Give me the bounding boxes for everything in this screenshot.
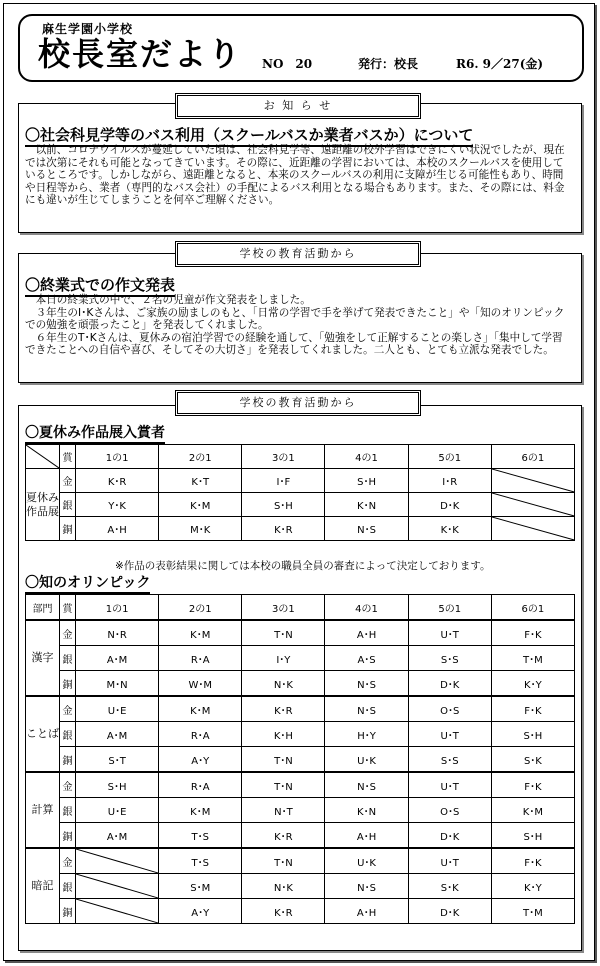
- prize-cell: 銅: [60, 671, 76, 697]
- winner-cell: U･K: [325, 848, 408, 874]
- prize-cell: 金: [60, 772, 76, 798]
- winner-cell: U･T: [408, 722, 491, 747]
- winner-cell: K･Y: [491, 671, 574, 697]
- winner-cell: S･M: [159, 874, 242, 899]
- prize-cell: 銀: [60, 493, 76, 517]
- composition-label: 学校の教育活動から: [175, 241, 421, 267]
- winner-cell: K･Y: [491, 874, 574, 899]
- winner-cell: T･N: [242, 848, 325, 874]
- empty-slash-cell: [491, 517, 574, 541]
- winner-cell: A･H: [325, 823, 408, 849]
- summer-category: 夏休み作品展: [26, 469, 60, 541]
- awards-label: 学校の教育活動から: [175, 390, 421, 416]
- winner-cell: N･S: [325, 874, 408, 899]
- prize-cell: 銀: [60, 798, 76, 823]
- winner-cell: O･S: [408, 696, 491, 722]
- table-row: [26, 469, 575, 493]
- empty-slash-cell: [491, 493, 574, 517]
- winner-cell: A･Y: [159, 899, 242, 924]
- table-row: [26, 874, 575, 899]
- winner-cell: D･K: [408, 823, 491, 849]
- winner-cell: N･S: [325, 671, 408, 697]
- judging-note: ※作品の表彰結果に関しては本校の職員全員の審査によって決定しております。: [115, 560, 491, 572]
- winner-cell: N･S: [325, 696, 408, 722]
- winner-cell: S･T: [76, 747, 159, 773]
- winner-cell: K･M: [491, 798, 574, 823]
- class-header: 2の1: [159, 595, 242, 621]
- winner-cell: S･H: [491, 823, 574, 849]
- winner-cell: N･S: [325, 517, 408, 541]
- empty-slash-cell: [76, 899, 159, 924]
- class-header: 1の1: [76, 595, 159, 621]
- table-row: [26, 620, 575, 646]
- prize-cell: 銅: [60, 823, 76, 849]
- table-row: [26, 671, 575, 697]
- winner-cell: N･T: [242, 798, 325, 823]
- winner-cell: D･K: [408, 493, 491, 517]
- prize-cell: 金: [60, 696, 76, 722]
- winner-cell: S･H: [76, 772, 159, 798]
- table-row: [26, 798, 575, 823]
- winner-cell: S･K: [491, 747, 574, 773]
- empty-slash-cell: [76, 848, 159, 874]
- summer-heading: 〇夏休み作品展入賞者: [25, 422, 165, 442]
- winner-cell: K･M: [159, 620, 242, 646]
- publisher: 発行：校長: [358, 57, 419, 71]
- prize-cell: 銀: [60, 646, 76, 671]
- winner-cell: F･K: [491, 696, 574, 722]
- winner-cell: W･M: [159, 671, 242, 697]
- prize-cell: 金: [60, 848, 76, 874]
- table-row: [26, 493, 575, 517]
- winner-cell: H･Y: [325, 722, 408, 747]
- winner-cell: S･H: [491, 722, 574, 747]
- winner-cell: A･H: [325, 620, 408, 646]
- winner-cell: N･R: [76, 620, 159, 646]
- composition-body: 本日の終業式の中で、２名の児童が作文発表をしました。 ３年生のI･Kさんは、ご家族の励ましのもと、「日常の学習で手を挙げて発表できたこと」や「知のオリンピックでの勉強を頑張ったこと」を発表してくれました。 ６年生のT･Kさんは、夏休みの宿泊学習での経験を通して、「勉強をして正解することの楽しさ」「集中して学習できたことへの自信や喜び、そしてその大切さ」を発表してくれました。二人とも、とても立派な発表でした。: [25, 294, 565, 356]
- winner-cell: M･K: [159, 517, 242, 541]
- winner-cell: S･S: [408, 646, 491, 671]
- winner-cell: K･M: [159, 798, 242, 823]
- dept-header: 部門: [26, 595, 60, 621]
- prize-cell: 銀: [60, 722, 76, 747]
- notice-label: お 知 ら せ: [175, 93, 421, 119]
- winner-cell: K･R: [242, 823, 325, 849]
- table-row: [26, 747, 575, 773]
- winner-cell: K･T: [159, 469, 242, 493]
- dept-kanji: 漢字: [26, 620, 60, 696]
- winner-cell: A･H: [325, 899, 408, 924]
- winner-cell: T･S: [159, 848, 242, 874]
- class-header: 4の1: [325, 595, 408, 621]
- winner-cell: K･M: [159, 493, 242, 517]
- winner-cell: M･N: [76, 671, 159, 697]
- winner-cell: Y･K: [76, 493, 159, 517]
- winner-cell: A･Y: [159, 747, 242, 773]
- notice-section: [18, 103, 582, 233]
- class-header: 3の1: [242, 595, 325, 621]
- winner-cell: T･N: [242, 772, 325, 798]
- dept-kotoba: ことば: [26, 696, 60, 772]
- prize-cell: 銀: [60, 874, 76, 899]
- table-row: [26, 696, 575, 722]
- composition-heading: 〇終業式での作文発表: [25, 276, 176, 294]
- empty-slash-cell: [491, 469, 574, 493]
- winner-cell: K･K: [408, 517, 491, 541]
- winner-cell: O･S: [408, 798, 491, 823]
- winner-cell: K･R: [76, 469, 159, 493]
- composition-section: [18, 253, 582, 383]
- winner-cell: A･H: [76, 517, 159, 541]
- table-row: [26, 772, 575, 798]
- summer-header-row: [26, 445, 575, 469]
- class-header: 1の1: [76, 445, 159, 469]
- table-row: [26, 517, 575, 541]
- winner-cell: I･Y: [242, 646, 325, 671]
- class-header: 5の1: [408, 595, 491, 621]
- table-row: [26, 899, 575, 924]
- winner-cell: U･E: [76, 696, 159, 722]
- winner-cell: S･H: [242, 493, 325, 517]
- winner-cell: T･N: [242, 620, 325, 646]
- winner-cell: R･A: [159, 646, 242, 671]
- notice-heading: 〇社会科見学等のバス利用（スクールバスか業者バスか）について: [25, 126, 474, 144]
- winner-cell: U･K: [325, 747, 408, 773]
- winner-cell: S･S: [408, 747, 491, 773]
- olympic-heading: 〇知のオリンピック: [25, 572, 150, 592]
- dept-anki: 暗記: [26, 848, 60, 924]
- winner-cell: F･K: [491, 848, 574, 874]
- awards-section: [18, 405, 582, 951]
- winner-cell: D･K: [408, 899, 491, 924]
- winner-cell: A･M: [76, 722, 159, 747]
- prize-cell: 銅: [60, 747, 76, 773]
- winner-cell: S･K: [408, 874, 491, 899]
- winner-cell: R･A: [159, 772, 242, 798]
- newsletter-title: 校長室だより: [38, 35, 243, 73]
- winner-cell: A･S: [325, 646, 408, 671]
- winner-cell: D･K: [408, 671, 491, 697]
- olympic-award-table: [25, 594, 575, 924]
- table-row: [26, 823, 575, 849]
- winner-cell: K･N: [325, 798, 408, 823]
- winner-cell: A･M: [76, 823, 159, 849]
- prize-cell: 金: [60, 620, 76, 646]
- winner-cell: I･F: [242, 469, 325, 493]
- class-header: 4の1: [325, 445, 408, 469]
- prize-cell: 銅: [60, 899, 76, 924]
- winner-cell: T･S: [159, 823, 242, 849]
- class-header: 6の1: [491, 595, 574, 621]
- table-row: [26, 646, 575, 671]
- issue-date: R6. 9／27(金): [456, 57, 544, 71]
- dept-keisan: 計算: [26, 772, 60, 848]
- class-header: 6の1: [491, 445, 574, 469]
- winner-cell: U･T: [408, 620, 491, 646]
- issue-number: NO 20: [262, 57, 313, 71]
- winner-cell: T･N: [242, 747, 325, 773]
- class-header: 3の1: [242, 445, 325, 469]
- class-header: 5の1: [408, 445, 491, 469]
- winner-cell: U･T: [408, 772, 491, 798]
- winner-cell: A･M: [76, 646, 159, 671]
- winner-cell: S･H: [325, 469, 408, 493]
- winner-cell: N･K: [242, 671, 325, 697]
- olympic-header-row: [26, 595, 575, 621]
- prize-cell: 銅: [60, 517, 76, 541]
- school-name: 麻生学園小学校: [42, 22, 134, 36]
- winner-cell: K･H: [242, 722, 325, 747]
- winner-cell: K･R: [242, 696, 325, 722]
- winner-cell: T･M: [491, 899, 574, 924]
- winner-cell: F･K: [491, 620, 574, 646]
- winner-cell: K･N: [325, 493, 408, 517]
- winner-cell: K･R: [242, 899, 325, 924]
- empty-slash-cell: [76, 874, 159, 899]
- winner-cell: K･M: [159, 696, 242, 722]
- summer-award-table: [25, 444, 575, 541]
- winner-cell: I･R: [408, 469, 491, 493]
- winner-cell: N･S: [325, 772, 408, 798]
- winner-cell: R･A: [159, 722, 242, 747]
- table-row: [26, 722, 575, 747]
- table-row: [26, 848, 575, 874]
- winner-cell: K･R: [242, 517, 325, 541]
- winner-cell: N･K: [242, 874, 325, 899]
- prize-cell: 金: [60, 469, 76, 493]
- notice-body: 以前、コロナウイルスが蔓延していた頃は、社会科見学等、遠距離の校外学習はできにくい状況でしたが、現在では次第にそれも可能となってきています。その際に、近距離の学習においては、本校のスクールバスを使用しているところです。しかしながら、遠距離となると、本来のスクールバスの利用に支障が生じる可能性もあり、時間や日程等から、業者（専門的なバス会社）の手配によるバス利用となる場合もあります。また、その際には、料金にも違いが生じてしまうことを何卒ご理解ください。: [25, 144, 565, 206]
- prize-header: 賞: [60, 445, 76, 469]
- corner-cell: [26, 445, 60, 469]
- winner-cell: U･E: [76, 798, 159, 823]
- prize-header: 賞: [60, 595, 76, 621]
- winner-cell: F･K: [491, 772, 574, 798]
- winner-cell: T･M: [491, 646, 574, 671]
- class-header: 2の1: [159, 445, 242, 469]
- winner-cell: U･T: [408, 848, 491, 874]
